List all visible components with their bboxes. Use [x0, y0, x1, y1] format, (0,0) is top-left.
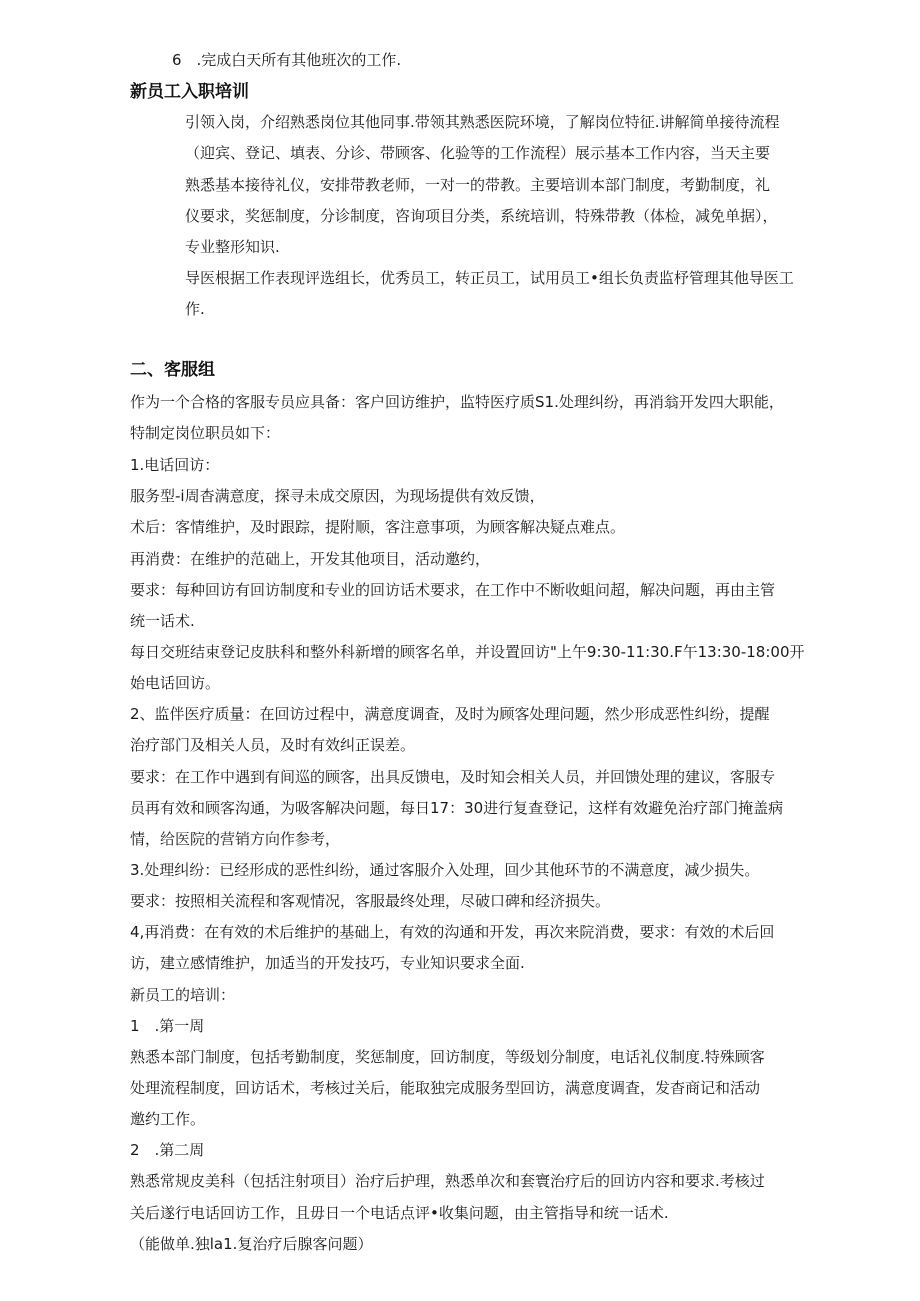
paragraph-line: 术后：客情维护，及时跟踪，提附顺，客注意事项，为顾客解决疑点难点。	[130, 518, 626, 536]
paragraph-line: 4,再消费：在有效的术后维护的基础上，有效的沟通和开发，再次来院消费，要求：有效的术后回	[130, 923, 775, 941]
paragraph-line: 1 .第一周	[130, 1017, 205, 1035]
paragraph-line: 作.	[185, 300, 205, 318]
paragraph-line: 要求：按照相关流程和客观情况，客服最终处理，尽破口碑和经济损失。	[130, 892, 611, 910]
paragraph-line: 统一话术.	[130, 612, 195, 630]
paragraph-line: 服务型-i周杳满意度，探寻未成交原因，为现场提供有效反馈，	[130, 487, 545, 505]
list-item-6: 6 .完成白天所有其他班次的工作.	[172, 51, 402, 69]
paragraph-line: 熟悉基本接待礼仪，安排带教老师，一对一的带教。主要培训本部门制度，考勤制度，礼	[185, 176, 771, 194]
paragraph-line: 引领入岗，介绍熟悉岗位其他同事.带领其熟悉医院环境，了解岗位特征.讲解简单接待流程	[185, 113, 780, 131]
paragraph-line: 始电话回访。	[130, 674, 221, 692]
paragraph-line: （能做单.独la1.复治疗后腺客问题）	[130, 1235, 373, 1253]
paragraph-line: 导医根据工作表现评选组长，优秀员工，转正员工，试用员工•组长负责监杼管理其他导医工	[185, 269, 794, 287]
paragraph-line: 3.处理纠纷：已经形成的恶性纠纷，通过客服介入处理，回少其他环节的不满意度，减少损失。	[130, 861, 760, 879]
paragraph-line: 员再有效和顾客沟通，为吸客解决问题，每日17：30进行复查登记，这样有效避免治疗部门掩盖病	[130, 799, 784, 817]
paragraph-line: 熟悉本部门制度，包括考勤制度，奖惩制度，回访制度，等级划分制度，电话礼仪制度.特殊顾客	[130, 1048, 765, 1066]
paragraph-line: 每日交班结束登记皮肤科和整外科新增的顾客名单，并设置回访"上午9:30-11:30.F午13:30-18:00开	[130, 643, 805, 661]
paragraph-line: 新员工的培训：	[130, 986, 236, 1004]
paragraph-line: 关后遂行电话回访工作，且毋日一个电话点评•收集问题，由主管指导和统一话术.	[130, 1204, 669, 1222]
paragraph-line: 治疗部门及相关人员，及时有效纠正误差。	[130, 736, 416, 754]
paragraph-line: 1.电话回访：	[130, 456, 220, 474]
paragraph-line: 专业整形知识.	[185, 238, 280, 256]
paragraph-line: 仪要求，奖惩制度，分诊制度，咨询项目分类，系统培训，特殊带教（体检，减免单据），	[185, 207, 778, 225]
paragraph-line: 再消费：在维护的范础上，开发其他项目，活动邀约，	[130, 550, 491, 568]
paragraph-line: 2、监伴医疗质量：在回访过程中，满意度调査，及时为顾客处理问题，然少形成恶性纠纷，提醒	[130, 705, 770, 723]
paragraph-line: （迎宾、登记、填表、分诊、带顾客、化验等的工作流程）展示基本工作内容，当天主要	[185, 144, 771, 162]
paragraph-line: 处理流程制度，回访话术，考核过关后，能取独完成服务型回访，满意度调査，发杳商记和活动	[130, 1079, 761, 1097]
section-heading-customer-service: 二、客服组	[130, 360, 215, 380]
paragraph-line: 要求：在工作中遇到有间巡的顾客，出具反馈电，及时知会相关人员，并回馈处理的建议，客服专	[130, 768, 776, 786]
paragraph-line: 熟悉常规皮美科（包括注射项目）治疗后护理，熟悉单次和套寰治疗后的回访内容和要求.考核过	[130, 1172, 765, 1190]
paragraph-line: 访，建立感情维护，加适当的开发技巧，专业知识要求全面.	[130, 954, 525, 972]
paragraph-line: 邀约工作。	[130, 1110, 206, 1128]
paragraph-line: 特制定岗位职员如下：	[130, 424, 281, 442]
paragraph-line: 2 .第二周	[130, 1141, 205, 1159]
paragraph-line: 要求：每种回访有回访制度和专业的回访话术要求，在工作中不断收蛆问超，解决问题，再由主管	[130, 581, 776, 599]
section-heading-onboarding: 新员工入职培训	[130, 82, 249, 102]
paragraph-line: 作为一个合格的客服专员应具备：客户回访维护，监特医疗质S1.处理纠纷，再消翁开发四大职能，	[130, 393, 784, 411]
paragraph-line: 情，给医院的营销方向作参考，	[130, 830, 341, 848]
